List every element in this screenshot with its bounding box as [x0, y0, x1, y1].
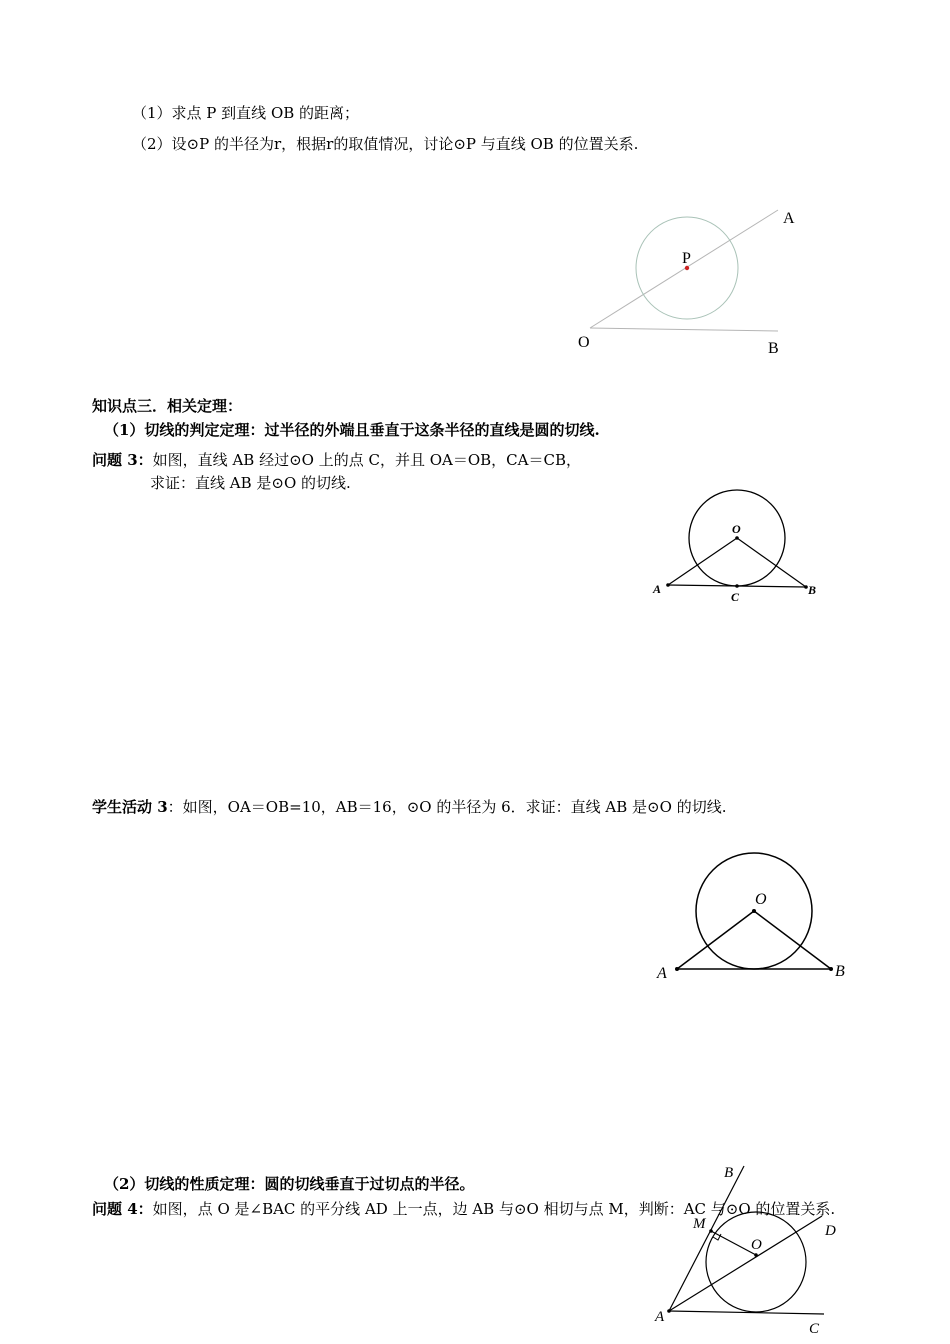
problem-3-label: 问题 3： [92, 451, 153, 469]
point-O [735, 536, 739, 540]
problem-4-label: 问题 4： [92, 1200, 153, 1218]
problem-4-text: 如图，点 O 是∠BAC 的平分线 AD 上一点，边 AB 与⊙O 相切与点 M，判断：AC 与⊙O 的位置关系. [152, 1200, 836, 1218]
segment-OB [754, 911, 831, 969]
figure-1 [578, 210, 795, 357]
label-C: C [731, 590, 740, 604]
figure-3 [656, 853, 845, 982]
label-A: A [783, 210, 795, 227]
problem-3-prove: 求证：直线 AB 是⊙O 的切线. [150, 474, 351, 492]
label-O: O [751, 1237, 762, 1253]
label-A: A [655, 1309, 665, 1325]
activity-3-text: ：如图，OA＝OB=10，AB＝16，⊙O 的半径为 6．求证：直线 AB 是⊙O 的切线. [167, 798, 727, 816]
ray-OA [590, 210, 778, 328]
label-B: B [768, 340, 779, 357]
segment-OA [677, 911, 754, 969]
label-O: O [732, 522, 741, 536]
label-A: A [653, 582, 662, 596]
label-B: B [808, 583, 817, 597]
point-B [829, 967, 833, 971]
label-B: B [724, 1165, 734, 1181]
point-C [735, 584, 739, 588]
question-2: （2）设⊙P 的半径为r，根据r的取值情况，讨论⊙P 与直线 OB 的位置关系. [132, 135, 639, 153]
theorem-2: （2）切线的性质定理：圆的切线垂直于过切点的半径。 [104, 1175, 475, 1193]
label-P: P [682, 250, 691, 267]
section-heading: 知识点三．相关定理： [92, 397, 243, 415]
label-O: O [578, 334, 590, 351]
figure-4 [654, 1165, 836, 1337]
problem-3-text: 如图，直线 AB 经过⊙O 上的点 C，并且 OA＝OB，CA＝CB， [152, 451, 581, 469]
label-O: O [755, 891, 767, 908]
figure-2 [652, 490, 816, 604]
theorem-1: （1）切线的判定定理：过半径的外端且垂直于这条半径的直线是圆的切线. [104, 421, 600, 439]
label-A: A [657, 965, 667, 982]
label-M: M [693, 1216, 706, 1232]
point-O [752, 909, 756, 913]
segment-OM [711, 1231, 756, 1255]
point-M [709, 1229, 713, 1233]
point-A [667, 1309, 671, 1313]
point-A [666, 583, 670, 587]
ray-AD [669, 1216, 822, 1311]
segment-OA [668, 538, 737, 585]
label-C: C [809, 1321, 820, 1337]
activity-3-label: 学生活动 3 [92, 798, 168, 816]
question-1: （1）求点 P 到直线 OB 的距离； [132, 104, 360, 122]
point-A [675, 967, 679, 971]
ray-OB [590, 328, 778, 331]
label-B: B [835, 963, 845, 980]
ray-AB [669, 1166, 744, 1311]
label-D: D [825, 1223, 836, 1239]
segment-OB [737, 538, 806, 587]
point-O [754, 1253, 758, 1257]
circle-O [706, 1212, 806, 1312]
